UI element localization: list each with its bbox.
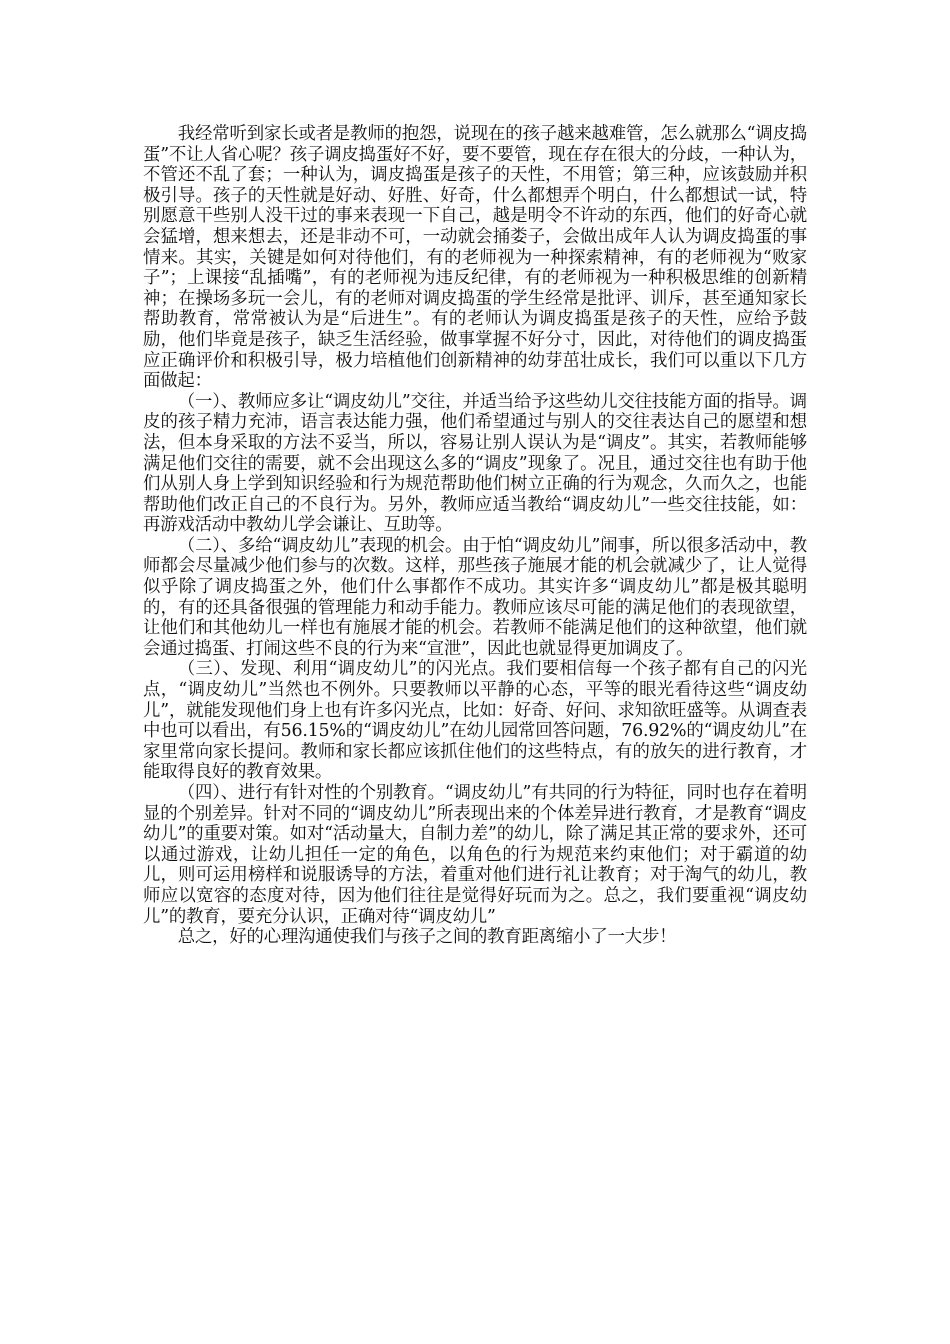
paragraph-section-1: （一）、教师应多让“调皮幼儿”交往，并适当给予这些幼儿交往技能方面的指导。调皮的孩子精力充沛，语言表达能力强，他们希望通过与别人的交往表达自己的愿望和想法，但本身采取的方法不妥当，所以，容易让别人误认为是“调皮”。其实，若教师能够满足他们交往的需要，就不会出现这么多的“调皮”现象了。况且，通过交往也有助于他们从别人身上学到知识经验和行为规范帮助他们树立正确的行为观念，久而久之，也能帮助他们改正自己的不良行为。另外，教师应适当教给“调皮幼儿”一些交往技能，如：再游戏活动中教幼儿学会谦让、互助等。 <box>143 391 807 536</box>
paragraph-intro: 我经常听到家长或者是教师的抱怨，说现在的孩子越来越难管，怎么就那么“调皮捣蛋”不让人省心呢？孩子调皮捣蛋好不好，要不要管，现在存在很大的分歧，一种认为，不管还不乱了套；一种认为，调皮捣蛋是孩子的天性，不用管；第三种，应该鼓励并积极引导。孩子的天性就是好动、好胜、好奇，什么都想弄个明白，什么都想试一试，特别愿意干些别人没干过的事来表现一下自己，越是明令不许动的东西，他们的好奇心就会猛增，想来想去，还是非动不可，一动就会捅娄子，会做出成年人认为调皮捣蛋的事情来。其实，关键是如何对待他们，有的老师视为一种探索精神，有的老师视为“败家子”；上课接“乱插嘴”，有的老师视为违反纪律，有的老师视为一种积极思维的创新精神；在操场多玩一会儿，有的老师对调皮捣蛋的学生经常是批评、训斥，甚至通知家长帮助教育，常常被认为是“后进生”。有的老师认为调皮捣蛋是孩子的天性，应给予鼓励，他们毕竟是孩子，缺乏生活经验，做事掌握不好分寸，因此，对待他们的调皮捣蛋应正确评价和积极引导，极力培植他们创新精神的幼芽茁壮成长，我们可以重以下几方面做起： <box>143 124 807 392</box>
paragraph-section-4: （四）、进行有针对性的个别教育。“调皮幼儿”有共同的行为特征，同时也存在着明显的个别差异。针对不同的“调皮幼儿”所表现出来的个体差异进行教育，才是教育“调皮幼儿”的重要对策。如对“活动量大，自制力差”的幼儿，除了满足其正常的要求外，还可以通过游戏，让幼儿担任一定的角色，以角色的行为规范来约束他们；对于霸道的幼儿，则可运用榜样和说服诱导的方法，着重对他们进行礼让教育；对于淘气的幼儿，教师应以宽容的态度对待，因为他们往往是觉得好玩而为之。总之，我们要重视“调皮幼儿”的教育，要充分认识，正确对待“调皮幼儿” <box>143 783 807 927</box>
paragraph-section-2: （二）、多给“调皮幼儿”表现的机会。由于怕“调皮幼儿”闹事，所以很多活动中，教师都会尽量减少他们参与的次数。这样，那些孩子施展才能的机会就减少了，让人觉得似乎除了调皮捣蛋之外，他们什么事都作不成功。其实许多“调皮幼儿”都是极其聪明的，有的还具备很强的管理能力和动手能力。教师应该尽可能的满足他们的表现欲望，让他们和其他幼儿一样也有施展才能的机会。若教师不能满足他们的这种欲望，他们就会通过捣蛋、打闹这些不良的行为来“宣泄”，因此也就显得更加调皮了。 <box>143 535 807 659</box>
paragraph-section-3: （三）、发现、利用“调皮幼儿”的闪光点。我们要相信每一个孩子都有自己的闪光点，“调皮幼儿”当然也不例外。只要教师以平静的心态，平等的眼光看待这些“调皮幼儿”，就能发现他们身上也有许多闪光点，比如：好奇、好问、求知欲旺盛等。从调查表中也可以看出，有56.15%的“调皮幼儿”在幼儿园常回答问题，76.92%的“调皮幼儿”在家里常向家长提问。教师和家长都应该抓住他们的这些特点，有的放矢的进行教育，才能取得良好的教育效果。 <box>143 659 807 783</box>
document-body <box>143 124 807 948</box>
paragraph-conclusion: 总之，好的心理沟通使我们与孩子之间的教育距离缩小了一大步！ <box>177 927 677 948</box>
